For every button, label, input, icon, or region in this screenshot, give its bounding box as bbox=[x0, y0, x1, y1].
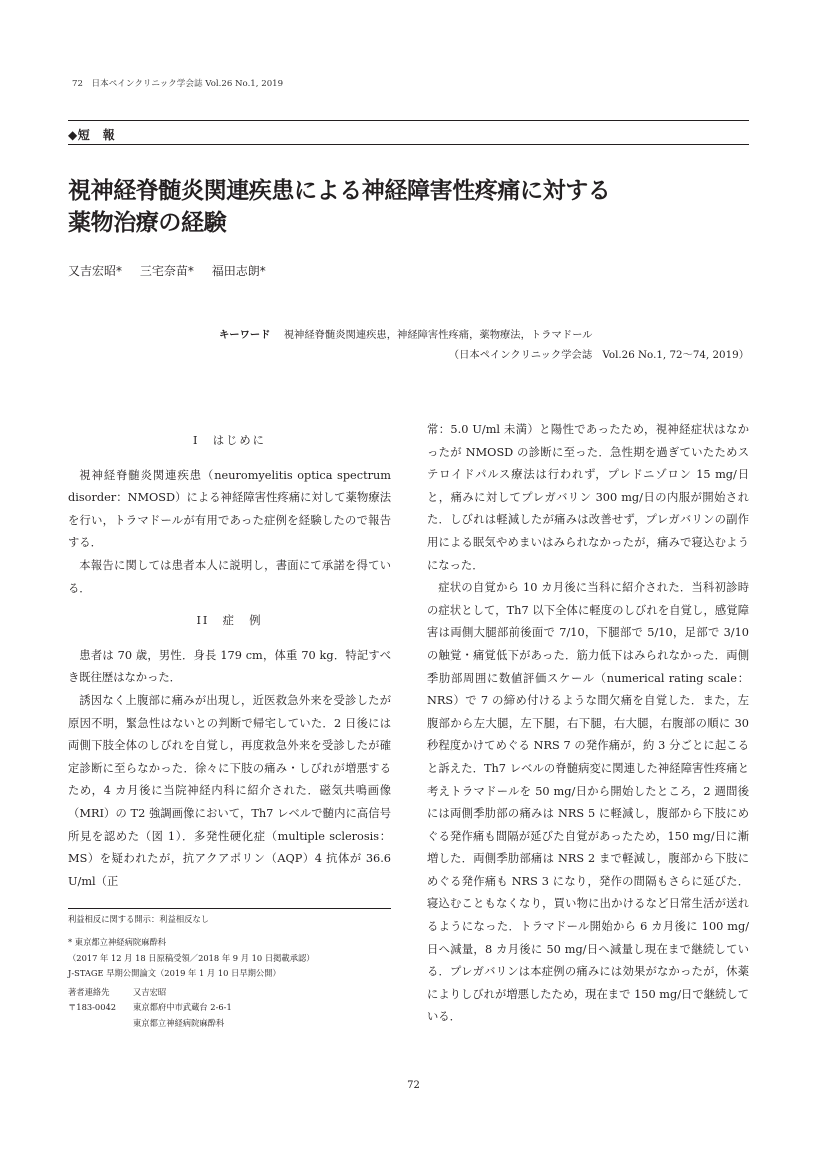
affiliation: * 東京都立神経病院麻酔科 bbox=[68, 937, 167, 948]
section-heading-introduction: I はじめに bbox=[193, 434, 266, 447]
author-name: 福田志朗* bbox=[211, 264, 266, 278]
footnotes bbox=[68, 908, 391, 1031]
keywords-text: 視神経脊髄炎関連疾患，神経障害性疼痛，薬物療法，トラマドール bbox=[283, 329, 593, 341]
keywords-label: キーワード bbox=[219, 329, 271, 341]
body-paragraph: 本報告に関しては患者本人に説明し，書面にて承諾を得ている． bbox=[68, 558, 391, 595]
body-column-left bbox=[68, 430, 391, 893]
section-heading-case: II 症 例 bbox=[196, 614, 263, 628]
citation: （日本ペインクリニック学会誌 Vol.26 No.1, 72～74, 2019） bbox=[448, 349, 749, 361]
contact-name: 又吉宏昭 bbox=[133, 987, 167, 998]
article-title bbox=[68, 175, 708, 239]
title-line-2: 薬物治療の経験 bbox=[68, 210, 227, 236]
body-paragraph: 視神経脊髄炎関連疾患（neuromyelitis optica spectrum disorder：NMOSD）による神経障害性疼痛に対して薬物療法を行い，トラマドールが有用であった症例を経験したので報告する． bbox=[68, 468, 391, 550]
contact-label: 著者連絡先 bbox=[68, 987, 110, 998]
running-header: 72 日本ペインクリニック学会誌 Vol.26 No.1, 2019 bbox=[72, 79, 284, 89]
body-paragraph: 症状の自覚から 10 カ月後に当科に紹介された．当科初診時の症状として，Th7 以下全体に軽度のしびれを自覚し，感覚障害は両側大腿部前後面で 7/10，下腿部で 5/10，足部で 3/10 の触覚・痛覚低下があった．筋力低下はみられなかった．両側季肋部周囲に数値評価スケール（numerical rating scale：NRS）で 7 の締め付けるような間欠痛を自覚した．また，左腹部から左大腿，左下腿，右下腿，右大腿，右腹部の順に 30 秒程度かけてめぐる NRS 7 の発作痛が，約 3 分ごとに起こると訴えた．Th7 レベルの脊髄病変に関連した神経障害性疼痛と考えトラマドールを 50 mg/日から開始したところ，2 週間後には両側季肋部の痛みは NRS 5 に軽減し，腹部から下肢にめぐる発作痛も間隔が延びた自覚があったため，150 mg/日に漸増した．両側季肋部痛は NRS 2 まで軽減し，腹部から下肢にめぐる発作痛も NRS 3 になり，発作の間隔もさらに延びた．寝込むこともなくなり，買い物に出かけるなど日常生活が送れるようになった．トラマドール開始から 6 カ月後に 100 mg/日へ減量，8 カ月後に 50 mg/日へ減量し現在まで継続している．プレガバリンは本症例の痛みには効果がなかったが，休薬によりしびれが増悪したため，現在まで 150 mg/日で継続している． bbox=[427, 581, 749, 1024]
body-paragraph: 患者は 70 歳，男性．身長 179 cm，体重 70 kg．特記すべき既往歴はなかった． bbox=[68, 648, 391, 685]
header-rule-top bbox=[68, 120, 749, 121]
contact-institution: 東京都立神経病院麻酔科 bbox=[133, 1017, 225, 1028]
postal-code: 〒183-0042 bbox=[68, 1002, 117, 1013]
author-name: 又吉宏昭* bbox=[68, 264, 123, 278]
author-name: 三宅奈苗* bbox=[139, 264, 194, 278]
body-paragraph: 常：5.0 U/ml 未満）と陽性であったため，視神経症状はなかったが NMOSD の診断に至った．急性期を過ぎていたためステロイドパルス療法は行われず，プレドニゾロン 15 mg/日と，痛みに対してプレガバリン 300 mg/日の内服が開始された．しびれは軽減したが痛みは改善せず，プレガバリンの副作用による眠気やめまいはみられなかったが，痛みで寝込むようになった． bbox=[427, 423, 749, 572]
jstage-notice: J-STAGE 早期公開論文（2019 年 1 月 10 日早期公開） bbox=[68, 967, 281, 978]
title-line-1: 視神経脊髄炎関連疾患による神経障害性疼痛に対する bbox=[68, 178, 611, 204]
footnote-rule bbox=[68, 908, 391, 909]
received-date: （2017 年 12 月 18 日原稿受領／2018 年 9 月 10 日掲載承認） bbox=[68, 952, 315, 963]
section-label: ◆短 報 bbox=[68, 128, 116, 142]
header-rule-bottom bbox=[68, 144, 749, 145]
coi-statement: 利益相反に関する開示：利益相反なし bbox=[68, 914, 210, 924]
page-number: 72 bbox=[407, 1080, 420, 1091]
body-paragraph: 誘因なく上腹部に痛みが出現し，近医救急外来を受診したが原因不明，緊急性はないとの判断で帰宅していた．2 日後には両側下肢全体のしびれを自覚し，再度救急外来を受診したが確定診断に至らなかった．徐々に下肢の痛み・しびれが増悪するため，4 カ月後に当院神経内科に紹介された．磁気共鳴画像（MRI）の T2 強調画像において，Th7 レベルで髄内に高信号所見を認めた（図 1）．多発性硬化症（multiple sclerosis：MS）を疑われたが，抗アクアポリン（AQP）4 抗体が 36.6 U/ml（正 bbox=[68, 693, 391, 888]
keywords bbox=[219, 326, 592, 341]
author-list bbox=[68, 262, 280, 279]
contact-address: 東京都府中市武蔵台 2-6-1 bbox=[133, 1002, 232, 1013]
body-column-right bbox=[427, 419, 749, 1029]
